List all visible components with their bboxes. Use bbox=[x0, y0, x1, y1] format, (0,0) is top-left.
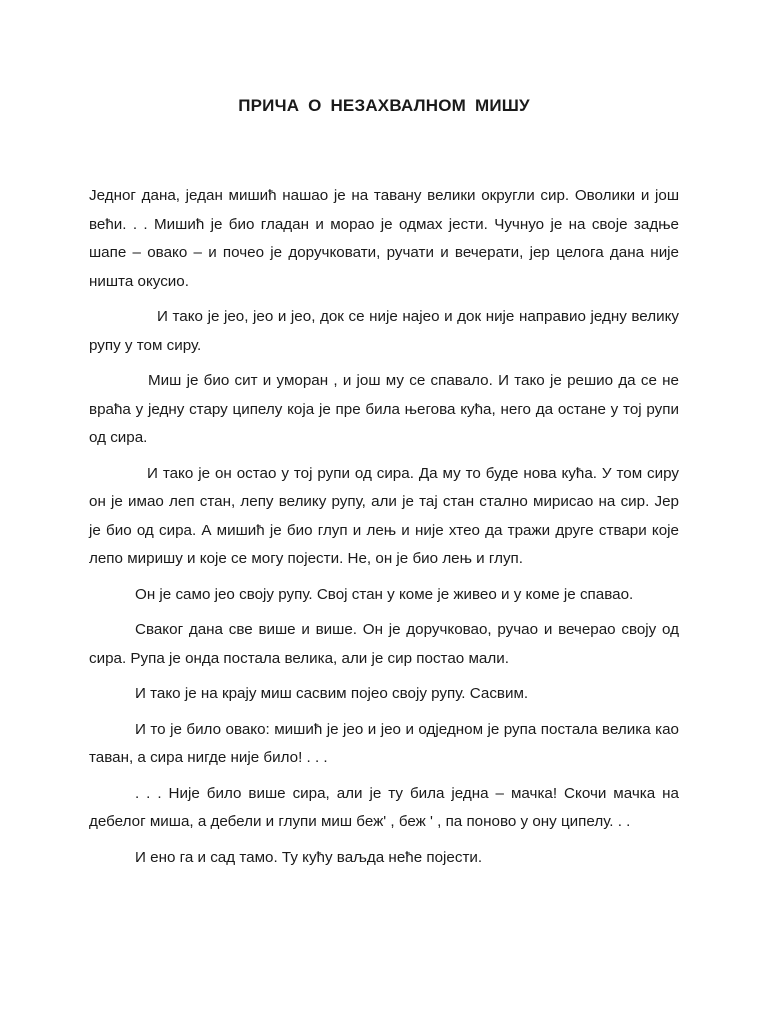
paragraph-10: И ено га и сад тамо. Ту кућу ваљда неће појести. bbox=[135, 848, 483, 866]
paragraph-2: И тако је јео, јео и јео, док се није најео и док није направио једну велику рупу у том сиру. bbox=[89, 308, 679, 354]
paragraph-9: . . . Није било више сира, али је ту била једна – мачка! Скочи мачка на дебелог миша, а дебели и глупи миш беж' , беж ' , па поново у ону ципелу. . . bbox=[89, 784, 679, 830]
paragraph-8: И то је било овако: мишић је јео и јео и одједном је рупа постала велика као таван, а сира нигде није било! . . . bbox=[89, 720, 679, 766]
story-title: ПРИЧА О НЕЗАХВАЛНОМ МИШУ bbox=[238, 96, 530, 115]
paragraph-4: И тако је он остао у тој рупи од сира. Да му то буде нова кућа. У том сиру он је имао леп стан, лепу велику рупу, али је тај стан стално мирисао на сир. Јер је био од сира. А мишић је био глуп и лењ и није хтео да тражи друге ствари које лепо миришу и које се могу појести. Не, он је био лењ и глуп. bbox=[89, 464, 679, 567]
paragraph-1: Једног дана, један мишић нашао је на тавану велики округли сир. Оволики и још већи. . . Мишић је био гладан и морао је одмах јести. Чучнуо је на своје задње шапе – овако – и почео је доручковати, ручати и вечерати, јер целога дана није ништа окусио. bbox=[89, 187, 679, 290]
paragraph-5: Он је само јео своју рупу. Свој стан у коме је живео и у коме је спавао. bbox=[135, 585, 634, 603]
story-body bbox=[89, 182, 679, 879]
paragraph-6: Сваког дана све више и више. Он је доручковао, ручао и вечерао своју од сира. Рупа је онда постала велика, али је сир постао мали. bbox=[89, 621, 679, 667]
paragraph-3: Миш је био сит и уморан , и још му се спавало. И тако је решио да се не враћа у једну стару ципелу која је пре била његова кућа, него да остане у тој рупи од сира. bbox=[89, 372, 679, 446]
paragraph-7: И тако је на крају миш сасвим појео своју рупу. Сасвим. bbox=[135, 685, 529, 702]
